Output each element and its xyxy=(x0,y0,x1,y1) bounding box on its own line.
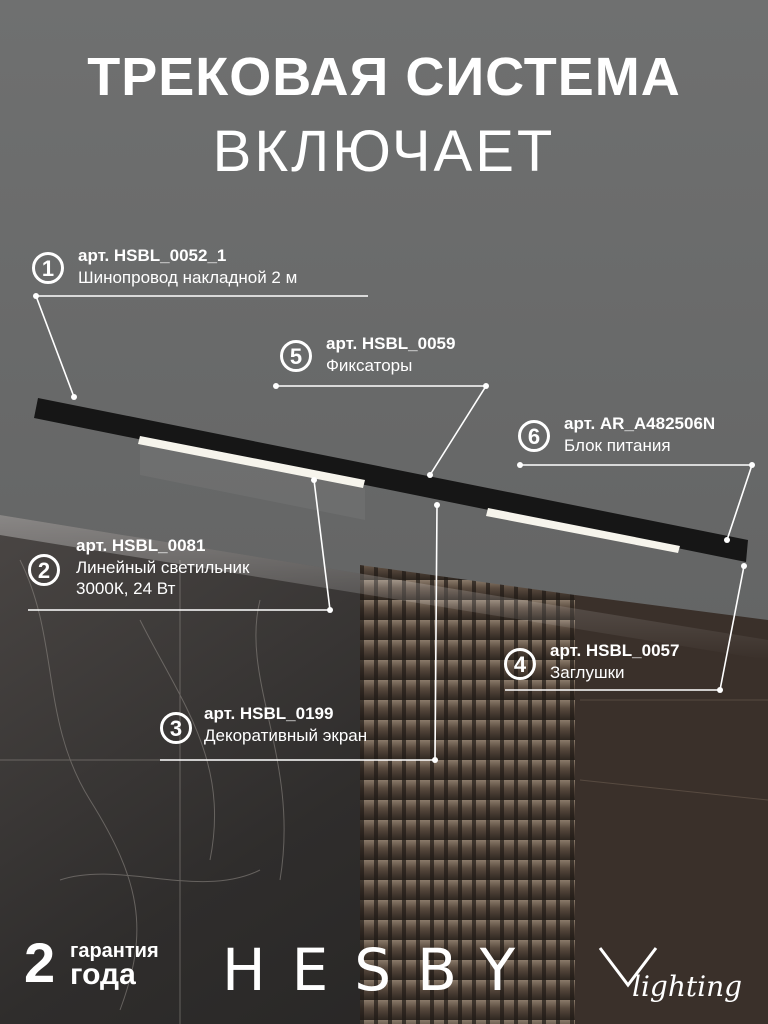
callout-article: арт. HSBL_0052_1 xyxy=(78,246,227,265)
title-line2: ВКЛЮЧАЕТ xyxy=(212,119,556,184)
callout-article: арт. HSBL_0057 xyxy=(550,641,680,660)
callout-number: 1 xyxy=(32,252,64,284)
callout-description: Шинопровод накладной 2 м xyxy=(78,268,298,287)
brand-logo: HESBY xyxy=(222,936,542,1004)
callout-number: 5 xyxy=(280,340,312,372)
title-line1: ТРЕКОВАЯ СИСТЕМА xyxy=(87,47,681,107)
callout-number: 2 xyxy=(28,554,60,586)
callout-article: арт. HSBL_0059 xyxy=(326,334,456,353)
callout-number: 6 xyxy=(518,420,550,452)
warranty-label: гарантия xyxy=(70,940,159,962)
callout-description: Линейный светильник xyxy=(76,558,250,577)
callout-number: 4 xyxy=(504,648,536,680)
callout-description: Декоративный экран xyxy=(204,726,368,745)
warranty-years: 2 xyxy=(24,931,56,994)
callout-article: арт. HSBL_0199 xyxy=(204,704,334,723)
callout-article: арт. AR_A482506N xyxy=(564,414,716,433)
brand-subtitle: lighting xyxy=(632,970,743,1003)
callout-description-2: 3000К, 24 Вт xyxy=(76,579,176,598)
callout-description: Блок питания xyxy=(564,436,671,455)
callout-description: Фиксаторы xyxy=(326,356,413,375)
callout-number: 3 xyxy=(160,712,192,744)
callout-article: арт. HSBL_0081 xyxy=(76,536,206,555)
callout-description: Заглушки xyxy=(550,663,625,682)
warranty-unit: года xyxy=(70,958,136,991)
